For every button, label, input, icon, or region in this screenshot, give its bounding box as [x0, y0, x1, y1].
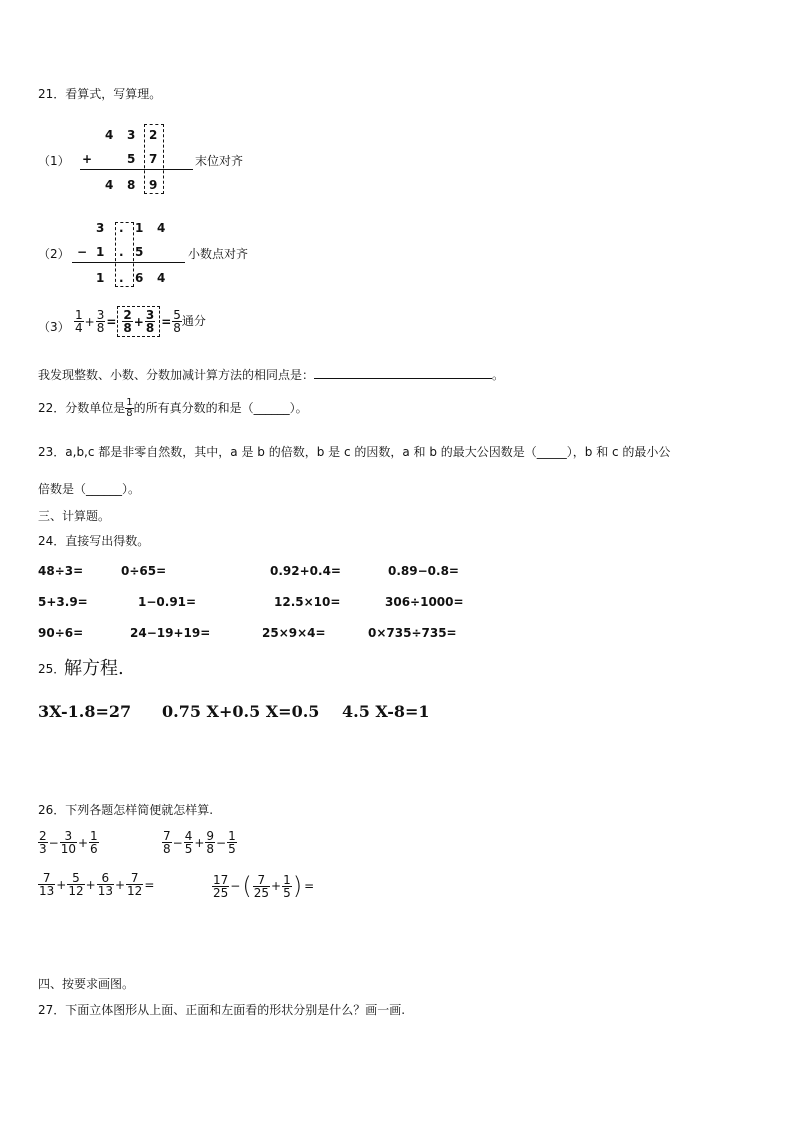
- digit: 2: [149, 128, 158, 142]
- equation: 4.5 X-8=1: [342, 702, 430, 721]
- calc-item: 24−19+19=: [130, 626, 211, 640]
- digit: 4: [105, 178, 114, 192]
- calc-item: 0.92+0.4=: [270, 564, 341, 578]
- q21-part2-note: 小数点对齐: [188, 247, 249, 261]
- equation: 3X-1.8=27: [38, 702, 132, 721]
- digit: 4: [157, 271, 166, 285]
- plus-sign: +: [82, 152, 93, 166]
- decimal-point: .: [119, 245, 124, 259]
- calc-item: 0×735÷735=: [368, 626, 457, 640]
- calc-item: 90÷6=: [38, 626, 84, 640]
- digit: 9: [149, 178, 158, 192]
- digit: 4: [157, 221, 166, 235]
- calc-item: 5+3.9=: [38, 595, 88, 609]
- digit: 3: [96, 221, 105, 235]
- decimal-point: .: [119, 271, 124, 285]
- section-three-heading: 三、计算题。: [38, 509, 111, 523]
- q21-part1-label: （1）: [38, 154, 70, 168]
- calc-item: 48÷3=: [38, 564, 84, 578]
- q23-line2: 倍数是（______）。: [38, 482, 141, 496]
- calc-item: 306÷1000=: [385, 595, 464, 609]
- digit: 4: [105, 128, 114, 142]
- calc-item: 0÷65=: [121, 564, 167, 578]
- minus-sign: −: [77, 245, 88, 259]
- section-four-heading: 四、按要求画图。: [38, 977, 135, 991]
- digit: 3: [127, 128, 136, 142]
- q23-line1: 23．a,b,c 都是非零自然数，其中，a 是 b 的倍数，b 是 c 的因数，a 和 b 的最大公因数是（_____），b 和 c 的最小公: [38, 445, 671, 459]
- fraction: $\frac{5}{8}$: [173, 308, 181, 335]
- q27: 27．下面立体图形从上面、正面和左面看的形状分别是什么？画一画.: [38, 1003, 406, 1017]
- calc-item: 0.89−0.8=: [388, 564, 459, 578]
- fraction: $\frac{3}{8}$: [96, 308, 105, 335]
- fraction: $\frac{1}{8}$: [126, 397, 133, 419]
- calc-item: 25×9×4=: [262, 626, 326, 640]
- digit: 1: [96, 245, 105, 259]
- q22: 22．分数单位是 $\frac{1}{8}$ 的所有真分数的和是（______）。: [38, 397, 308, 419]
- q25-title: 解方程.: [64, 658, 124, 679]
- digit: 7: [149, 152, 158, 166]
- calc-item: 1−0.91=: [138, 595, 197, 609]
- fraction-expression: $\frac{1}{4}$ + $\frac{3}{8}$ = $\frac{2}{8}$ + $\frac{3}{8}$ = $\frac{5}{8}$ 通分: [75, 308, 206, 335]
- digit: 1: [96, 271, 105, 285]
- q21-finding: 我发现整数、小数、分数加减计算方法的相同点是： 。: [38, 368, 505, 382]
- dashed-box-last-digit: [144, 124, 164, 194]
- q21-part2-label: （2）: [38, 247, 70, 261]
- digit: 5: [135, 245, 144, 259]
- q21-part3-label: （3）: [38, 320, 70, 334]
- fraction: $\frac{1}{4}$: [75, 308, 83, 335]
- calc-item: 12.5×10=: [274, 595, 341, 609]
- q24-title: 24．直接写出得数。: [38, 534, 150, 548]
- q26-title: 26．下列各题怎样简便就怎样算.: [38, 803, 214, 817]
- sum-line: [80, 169, 193, 170]
- decimal-point: .: [119, 221, 124, 235]
- dashed-box-common-denominator: $\frac{2}{8}$ + $\frac{3}{8}$: [117, 306, 160, 337]
- expression-4: $\frac{17}{25}$ −( $\frac{7}{25}$ + $\frac{1}{5}$ ) =: [213, 872, 315, 900]
- digit: 8: [127, 178, 136, 192]
- q21-part1-note: 末位对齐: [195, 154, 244, 168]
- expression-1: $\frac{2}{3}$ − $\frac{3}{10}$ + $\frac{1}{6}$: [39, 829, 98, 856]
- q25-number: 25．: [38, 662, 66, 676]
- equation: 0.75 X+0.5 X=0.5: [162, 702, 320, 721]
- expression-3: $\frac{7}{13}$ + $\frac{5}{12}$ + $\frac{6}{13}$ + $\frac{7}{12}$ =: [39, 871, 155, 898]
- digit: 1: [135, 221, 144, 235]
- digit: 5: [127, 152, 136, 166]
- q21-title: 21．看算式，写算理。: [38, 87, 162, 101]
- expression-2: $\frac{7}{8}$ − $\frac{4}{5}$ + $\frac{9}{8}$ − $\frac{1}{5}$: [163, 829, 236, 856]
- dashed-box-decimal-point: [115, 222, 134, 287]
- digit: 6: [135, 271, 144, 285]
